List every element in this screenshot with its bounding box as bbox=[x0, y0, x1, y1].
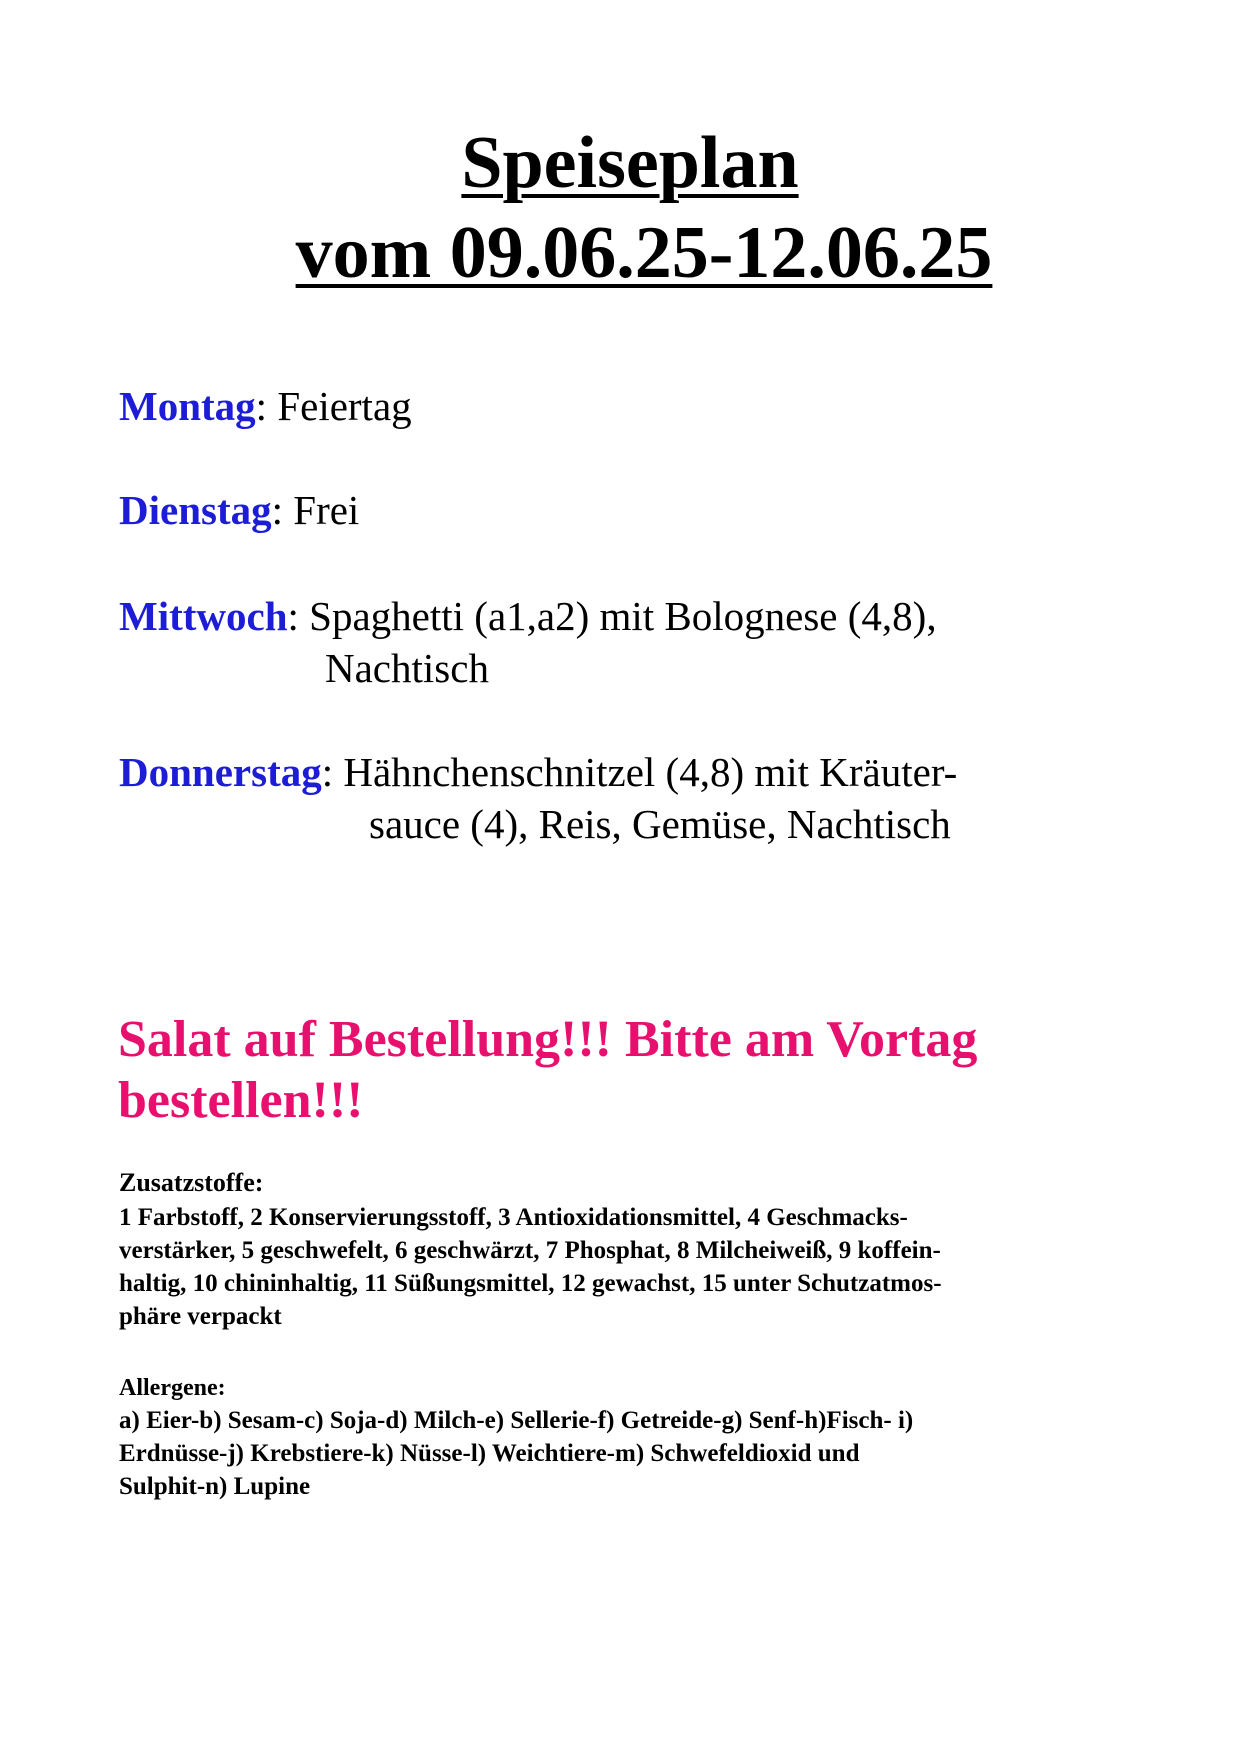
separator: : bbox=[287, 593, 310, 639]
separator: : bbox=[271, 487, 294, 533]
day-menu: Hähnchenschnitzel (4,8) mit Kräuter- bbox=[343, 749, 958, 795]
additives-heading: Zusatzstoffe: bbox=[119, 1168, 264, 1197]
day-menu: Feiertag bbox=[277, 383, 412, 429]
allergens-heading: Allergene: bbox=[119, 1375, 226, 1401]
allergens-line: Erdnüsse-j) Krebstiere-k) Nüsse-l) Weichtiere-m) Schwefeldioxid und bbox=[119, 1440, 860, 1467]
day-entry-tuesday bbox=[119, 484, 359, 536]
day-entry-wednesday bbox=[119, 590, 937, 694]
additives-line: 1 Farbstoff, 2 Konservierungsstoff, 3 Antioxidationsmittel, 4 Geschmacks- bbox=[119, 1204, 908, 1231]
day-menu: Frei bbox=[293, 487, 360, 533]
day-entry-monday bbox=[119, 380, 412, 432]
allergens-line: a) Eier-b) Sesam-c) Soja-d) Milch-e) Sellerie-f) Getreide-g) Senf-h)Fisch- i) bbox=[119, 1407, 914, 1434]
day-menu-continued: Nachtisch bbox=[325, 645, 489, 691]
day-entry-thursday bbox=[119, 746, 957, 850]
day-menu-continued: sauce (4), Reis, Gemüse, Nachtisch bbox=[369, 801, 951, 847]
additives-list bbox=[119, 1201, 1099, 1333]
day-menu: Spaghetti (a1,a2) mit Bolognese (4,8), bbox=[309, 593, 937, 639]
page-title: Speiseplan bbox=[461, 122, 799, 204]
additives-line: haltig, 10 chininhaltig, 11 Süßungsmittel, 12 gewachst, 15 unter Schutzatmos- bbox=[119, 1270, 942, 1297]
salad-order-notice: Salat auf Bestellung!!! Bitte am Vortag bestellen!!! bbox=[118, 1011, 978, 1129]
allergens-line: Sulphit-n) Lupine bbox=[119, 1473, 311, 1500]
additives-line: phäre verpackt bbox=[119, 1303, 282, 1330]
additives-line: verstärker, 5 geschwefelt, 6 geschwärzt, 7 Phosphat, 8 Milcheiweiß, 9 koffein- bbox=[119, 1237, 941, 1264]
day-name: Mittwoch bbox=[119, 593, 288, 639]
day-name: Montag bbox=[119, 383, 256, 429]
allergens-list bbox=[119, 1404, 1099, 1503]
day-name: Dienstag bbox=[119, 487, 272, 533]
separator: : bbox=[255, 383, 278, 429]
date-range-title: vom 09.06.25-12.06.25 bbox=[295, 212, 993, 294]
separator: : bbox=[321, 749, 344, 795]
day-name: Donnerstag bbox=[119, 749, 322, 795]
